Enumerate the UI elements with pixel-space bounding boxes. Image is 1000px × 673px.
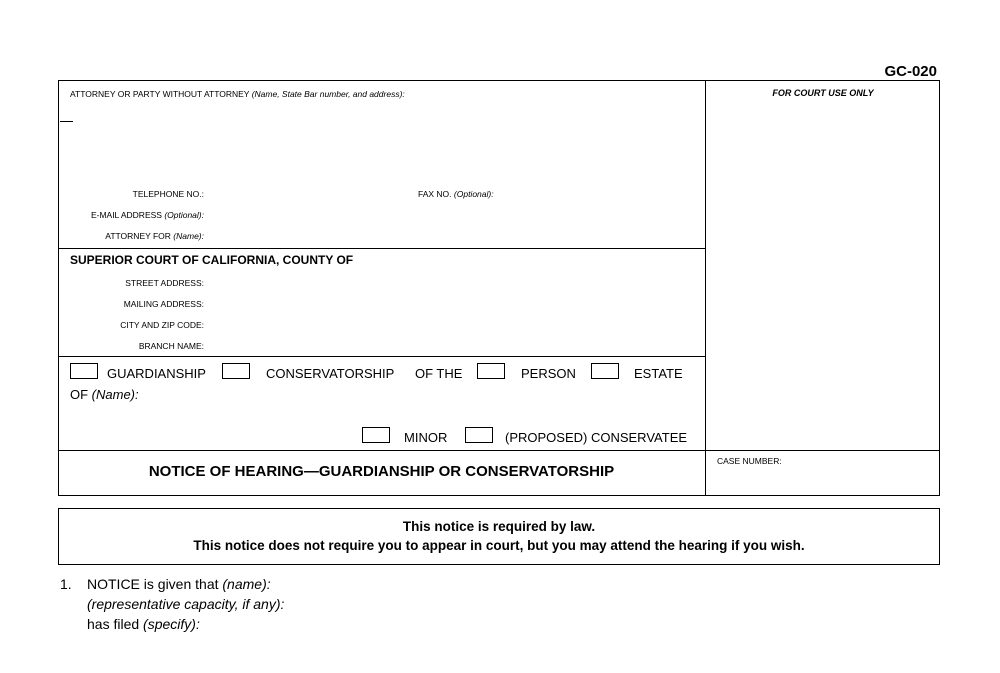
street-address-label: STREET ADDRESS: [125, 278, 204, 288]
estate-checkbox[interactable] [591, 363, 619, 379]
attorney-for-text: ATTORNEY FOR [105, 231, 174, 241]
attorney-for-label [64, 231, 204, 241]
court-section-divider [58, 356, 705, 357]
caption-divider [705, 80, 706, 496]
item-1-notice-italic: (name): [222, 576, 271, 592]
minor-checkbox[interactable] [362, 427, 390, 443]
branch-name-label: BRANCH NAME: [138, 341, 204, 351]
fax-label-italic: (Optional): [453, 189, 494, 199]
person-checkbox[interactable] [477, 363, 505, 379]
attorney-section-divider [58, 248, 705, 249]
item-1-filed-text: has filed [87, 616, 144, 632]
notice-box [58, 508, 940, 565]
attorney-header-italic: (Name, State Bar number, and address): [251, 89, 405, 99]
email-label [64, 210, 204, 220]
of-name-text: OF [70, 387, 92, 402]
form-title: NOTICE OF HEARING—GUARDIANSHIP OR CONSERVATORSHIP [148, 463, 615, 480]
case-number-label: CASE NUMBER: [717, 456, 782, 466]
fax-label [418, 189, 494, 199]
title-section-divider [58, 450, 940, 451]
court-header: SUPERIOR COURT OF CALIFORNIA, COUNTY OF [70, 253, 354, 267]
attorney-for-italic: (Name): [173, 231, 204, 241]
minor-label: MINOR [404, 430, 448, 445]
conservatee-label: (PROPOSED) CONSERVATEE [505, 430, 688, 445]
guardianship-checkbox[interactable] [70, 363, 98, 379]
court-use-label: FOR COURT USE ONLY [772, 88, 874, 98]
attorney-header-text: ATTORNEY OR PARTY WITHOUT ATTORNEY [70, 89, 252, 99]
of-name-label [70, 387, 139, 402]
mailing-address-label: MAILING ADDRESS: [123, 299, 204, 309]
notice-line-1: This notice is required by law. [402, 519, 596, 534]
email-label-text: E-MAIL ADDRESS [90, 210, 165, 220]
conservatee-checkbox[interactable] [465, 427, 493, 443]
email-label-italic: (Optional): [164, 210, 204, 220]
item-1-filed [87, 616, 200, 632]
item-1-notice [87, 576, 271, 592]
guardianship-label: GUARDIANSHIP [107, 366, 206, 381]
of-the-label: OF THE [415, 366, 463, 381]
person-label: PERSON [521, 366, 576, 381]
conservatorship-label: CONSERVATORSHIP [266, 366, 395, 381]
item-1-filed-italic: (specify): [143, 616, 200, 632]
conservatorship-checkbox[interactable] [222, 363, 250, 379]
form-number: GC-020 [884, 63, 937, 80]
attorney-header [70, 89, 405, 99]
item-1-number: 1. [60, 576, 72, 592]
caption-box [58, 80, 940, 496]
item-1-notice-text: NOTICE is given that [87, 576, 223, 592]
of-name-italic: (Name): [91, 387, 139, 402]
attorney-mark [60, 121, 73, 122]
telephone-label: TELEPHONE NO.: [132, 189, 204, 199]
notice-line-2: This notice does not require you to appear in court, but you may attend the hearing if you wish. [193, 538, 805, 553]
item-1-capacity: (representative capacity, if any): [87, 596, 285, 612]
fax-label-text: FAX NO. [418, 189, 454, 199]
city-zip-label: CITY AND ZIP CODE: [120, 320, 204, 330]
estate-label: ESTATE [634, 366, 683, 381]
